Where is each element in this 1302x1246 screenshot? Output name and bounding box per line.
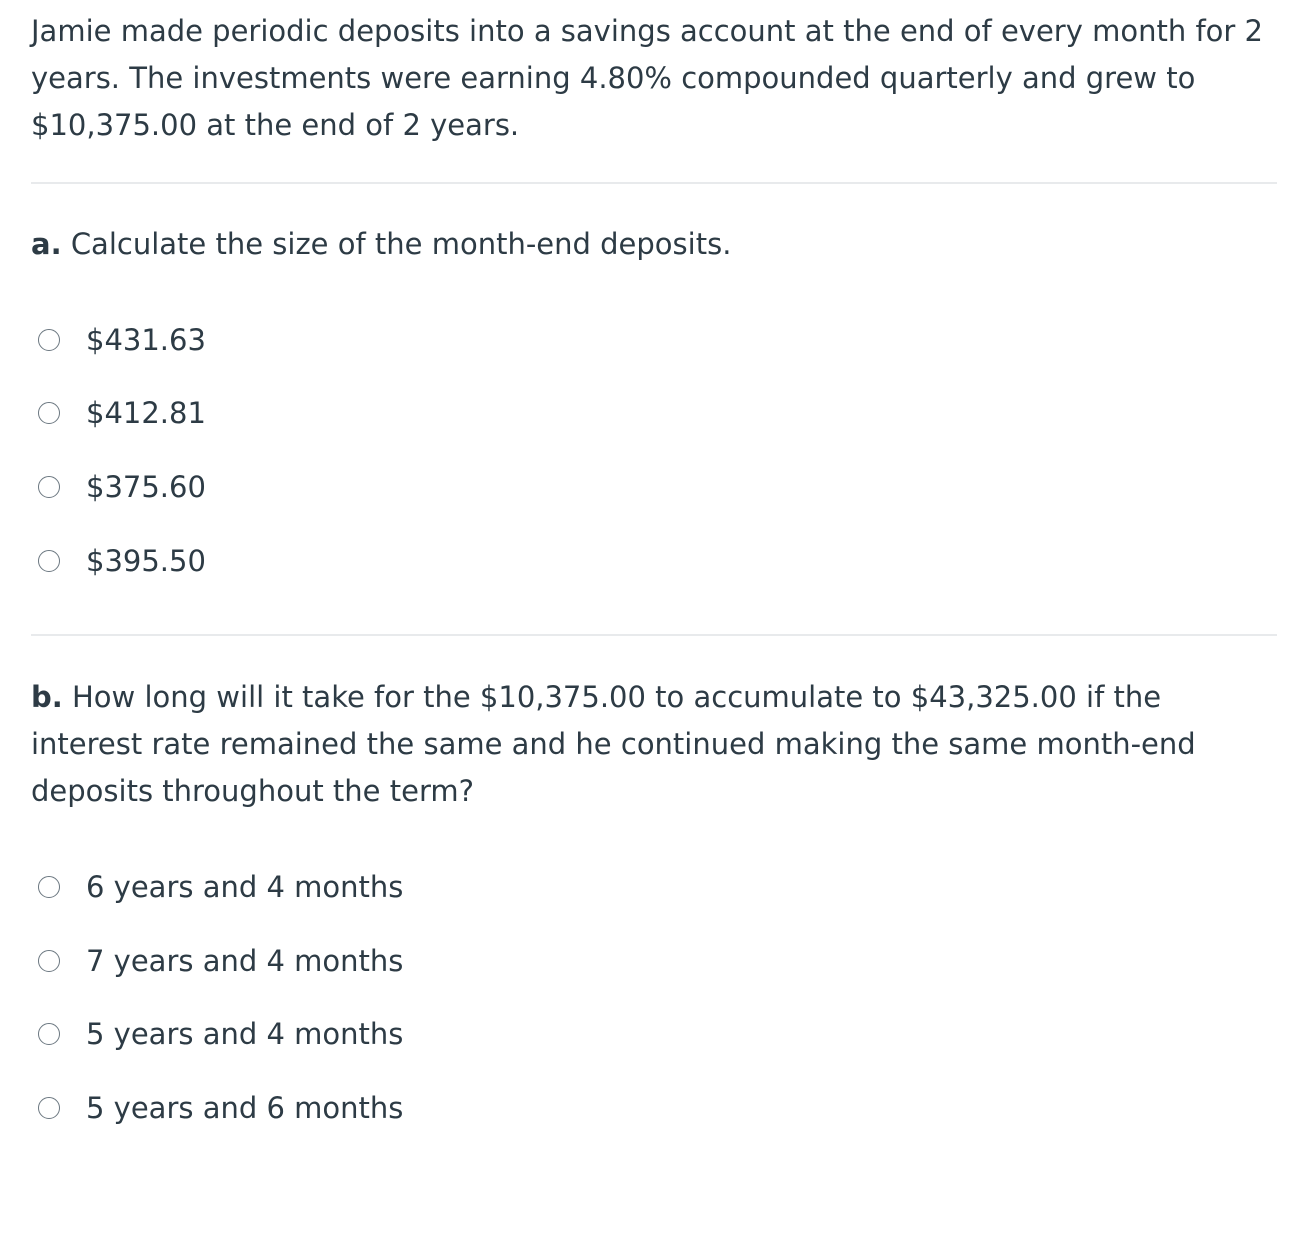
question-stem: Jamie made periodic deposits into a savings account at the end of every month for 2 years. The investments were earning 4.80% compounded quarterly and grew to $10,375.00 at the end of 2 years. (31, 14, 1263, 142)
option-label[interactable]: $395.50 (86, 544, 206, 578)
part-b-letter: b. (31, 680, 63, 714)
option-label[interactable]: 7 years and 4 months (86, 944, 404, 978)
radio-button-icon[interactable] (38, 1097, 60, 1119)
part-b-option-2[interactable] (38, 941, 403, 981)
radio-button-icon[interactable] (38, 876, 60, 898)
part-a-question (31, 221, 1271, 268)
part-b-option-4[interactable] (38, 1088, 403, 1128)
part-a-option-3[interactable] (38, 467, 206, 507)
part-b-option-1[interactable] (38, 867, 403, 907)
option-label[interactable]: 5 years and 4 months (86, 1017, 404, 1051)
part-b-question (31, 674, 1271, 815)
radio-button-icon[interactable] (38, 329, 60, 351)
radio-button-icon[interactable] (38, 550, 60, 572)
part-b-prompt: How long will it take for the $10,375.00 to accumulate to $43,325.00 if the interest rate remained the same and he continued making the same month-end deposits throughout the term? (31, 680, 1196, 808)
option-label[interactable]: $412.81 (86, 396, 206, 430)
part-a-option-4[interactable] (38, 541, 206, 581)
part-a-letter: a. (31, 227, 62, 261)
section-divider (31, 182, 1277, 184)
option-label[interactable]: 6 years and 4 months (86, 870, 404, 904)
part-a-option-1[interactable] (38, 320, 206, 360)
radio-button-icon[interactable] (38, 950, 60, 972)
part-b-option-3[interactable] (38, 1014, 403, 1054)
part-a-option-2[interactable] (38, 393, 206, 433)
radio-button-icon[interactable] (38, 402, 60, 424)
part-a-prompt: Calculate the size of the month-end deposits. (70, 227, 732, 261)
radio-button-icon[interactable] (38, 476, 60, 498)
option-label[interactable]: $431.63 (86, 323, 206, 357)
radio-button-icon[interactable] (38, 1023, 60, 1045)
section-divider (31, 634, 1277, 636)
option-label[interactable]: $375.60 (86, 470, 206, 504)
option-label[interactable]: 5 years and 6 months (86, 1091, 404, 1125)
